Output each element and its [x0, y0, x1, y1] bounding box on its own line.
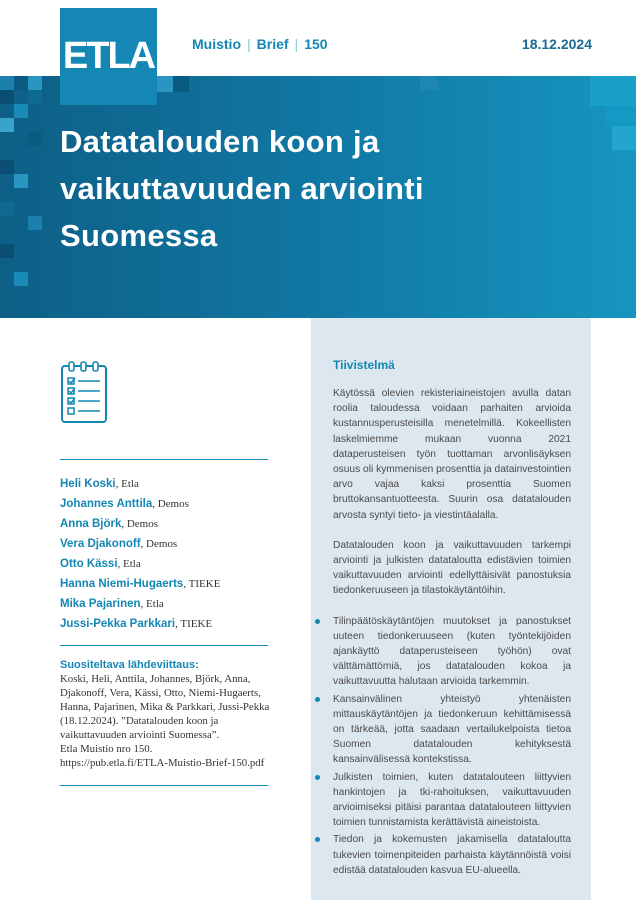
mosaic-block: [420, 76, 438, 90]
citation-line: Etla Muistio nro 150.: [60, 743, 153, 755]
separator: |: [294, 36, 299, 52]
author-entry: [60, 474, 300, 494]
series-name: Muistio: [192, 36, 241, 52]
publication-date: 18.12.2024: [521, 36, 592, 52]
citation-url[interactable]: https://pub.etla.fi/ETLA-Muistio-Brief-150.pdf: [60, 757, 265, 769]
checklist-icon: [60, 360, 108, 424]
citation-block: [60, 658, 280, 770]
citation-line: Koski, Heli, Anttila, Johannes, Björk, Anna,: [60, 673, 251, 685]
author-name: Johannes Anttila: [60, 498, 153, 510]
bullet-item: [333, 832, 571, 878]
bullet-item: [333, 692, 571, 768]
title-line: Datatalouden koon ja: [60, 124, 380, 159]
issue-number: 150: [304, 36, 328, 52]
bullet-text: Julkisten toimien, kuten datatalouteen liittyvien hankintojen ja tki-rahoituksen, vaikuttavuuden arvioimiseksi pitäisi parantaa datatalouteen liittyvien toimien tunnistamista kerättävistä aineistoista.: [333, 771, 571, 829]
bullet-item: [333, 770, 571, 831]
author-org: , Etla: [115, 478, 139, 490]
author-name: Mika Pajarinen: [60, 598, 141, 610]
citation-line: Djakonoff, Vera, Kässi, Otto, Niemi-Hugaerts,: [60, 687, 261, 699]
bullet-dot-icon: [315, 837, 320, 842]
summary-panel: [311, 318, 591, 900]
citation-line: Hanna, Pajarinen, Mika & Parkkari, Jussi-Pekka: [60, 701, 270, 713]
citation-heading: Suositeltava lähdeviittaus:: [60, 659, 199, 671]
summary-paragraph: Datatalouden koon ja vaikuttavuuden tarkempi arviointi ja julkisten datataloutta edistävien toimien vaikuttavuuden arviointi edellyttäisivät panostuksia tiedonkeruuseen ja tilastokäytäntöihin.: [333, 539, 571, 597]
author-org: , TIEKE: [183, 578, 221, 590]
mosaic-block: [157, 76, 173, 92]
mosaic-block: [14, 104, 28, 118]
author-name: Anna Björk: [60, 518, 122, 530]
mosaic-block: [28, 90, 42, 104]
mosaic-block: [590, 76, 636, 106]
author-entry: [60, 494, 300, 514]
bullet-item: [333, 614, 571, 690]
author-entry: [60, 594, 300, 614]
bullet-dot-icon: [315, 619, 320, 624]
author-name: Otto Kässi: [60, 558, 118, 570]
author-name: Heli Koski: [60, 478, 116, 490]
mosaic-block: [0, 244, 14, 258]
summary-content: [333, 358, 571, 880]
series-name-en: Brief: [256, 36, 289, 52]
summary-bullets: [333, 614, 571, 878]
etla-logo[interactable]: [60, 8, 157, 105]
mosaic-block: [0, 160, 14, 174]
divider: [60, 785, 268, 786]
title-line: vaikuttavuuden arviointi: [60, 171, 424, 206]
author-entry: [60, 574, 300, 594]
mosaic-block: [14, 272, 28, 286]
divider: [60, 459, 268, 460]
author-entry: [60, 554, 300, 574]
bullet-dot-icon: [315, 697, 320, 702]
mosaic-block: [0, 202, 14, 216]
summary-heading: Tiivistelmä: [333, 358, 395, 372]
author-name: Vera Djakonoff: [60, 538, 141, 550]
mosaic-block: [14, 174, 28, 188]
author-name: Jussi-Pekka Parkkari: [60, 618, 176, 630]
divider: [60, 645, 268, 646]
mosaic-block: [0, 118, 14, 132]
mosaic-block: [28, 216, 42, 230]
mosaic-block: [0, 90, 14, 104]
mosaic-block: [28, 132, 42, 146]
mosaic-block: [0, 76, 14, 90]
bullet-dot-icon: [315, 775, 320, 780]
mosaic-block: [173, 76, 189, 92]
bullet-text: Tilinpäätöskäytäntöjen muutokset ja panostukset uuteen tiedonkeruuseen (kuten työntekijöiden ajankäyttö dataperusteiseen työhön) ovat välttämättömiä, jos datatalouden kokoa ja vaikuttavuutta halutaan arvioida tarkemmin.: [333, 615, 571, 688]
citation-text: [60, 672, 280, 770]
author-org: , TIEKE: [175, 618, 213, 630]
header-banner: [0, 0, 636, 318]
title-line: Suomessa: [60, 218, 218, 253]
page-title: [60, 118, 600, 259]
mosaic-block: [612, 126, 636, 150]
citation-line: (18.12.2024). ”Datatalouden koon ja: [60, 715, 219, 727]
author-list: [60, 474, 300, 634]
mosaic-block: [28, 76, 42, 90]
author-entry: [60, 534, 300, 554]
author-org: , Demos: [152, 498, 189, 510]
author-org: , Etla: [117, 558, 141, 570]
mosaic-block: [606, 106, 636, 126]
bullet-text: Tiedon ja kokemusten jakamisella datataloutta tukevien toimenpiteiden parhaista käytännöistä voisi edistää datatalouden kasvua EU-alueella.: [333, 834, 571, 876]
summary-paragraph: Käytössä olevien rekisteriaineistojen avulla datan roolia taloudessa voidaan parhaiten arvioida kustannusperusteisilla menetelmillä. Kokeellisten laskelmiemme mukaan vuonna 2021 dataperusteisen työn tuottaman arvonlisäyksen osuus oli kymmenisen prosenttia ja datainvestointien arvo vajaa kaksi prosenttia Suomen bruttokansantuotteesta. Suurin osa datatalouden arvosta syntyi tieto- ja viestintäalalla.: [333, 388, 571, 521]
author-entry: [60, 514, 300, 534]
series-label: [192, 36, 328, 52]
author-name: Hanna Niemi-Hugaerts: [60, 578, 184, 590]
author-org: , Demos: [121, 518, 159, 530]
author-entry: [60, 614, 300, 634]
author-org: , Etla: [140, 598, 164, 610]
mosaic-block: [14, 76, 28, 90]
separator: |: [247, 36, 251, 52]
bullet-text: Kansainvälinen yhteistyö yhtenäisten mittauskäytäntöjen ja tiedonkeruun kehittämisessä on tärkeää, jotta saadaan vertailukelpoista tietoa Suomen datatalouden kehityksestä kansainvälisessä kontekstissa.: [333, 693, 571, 766]
author-org: , Demos: [140, 538, 178, 550]
citation-line: vaikuttavuuden arviointi Suomessa”.: [60, 729, 220, 741]
etla-logo-text: ETLA: [62, 35, 155, 77]
